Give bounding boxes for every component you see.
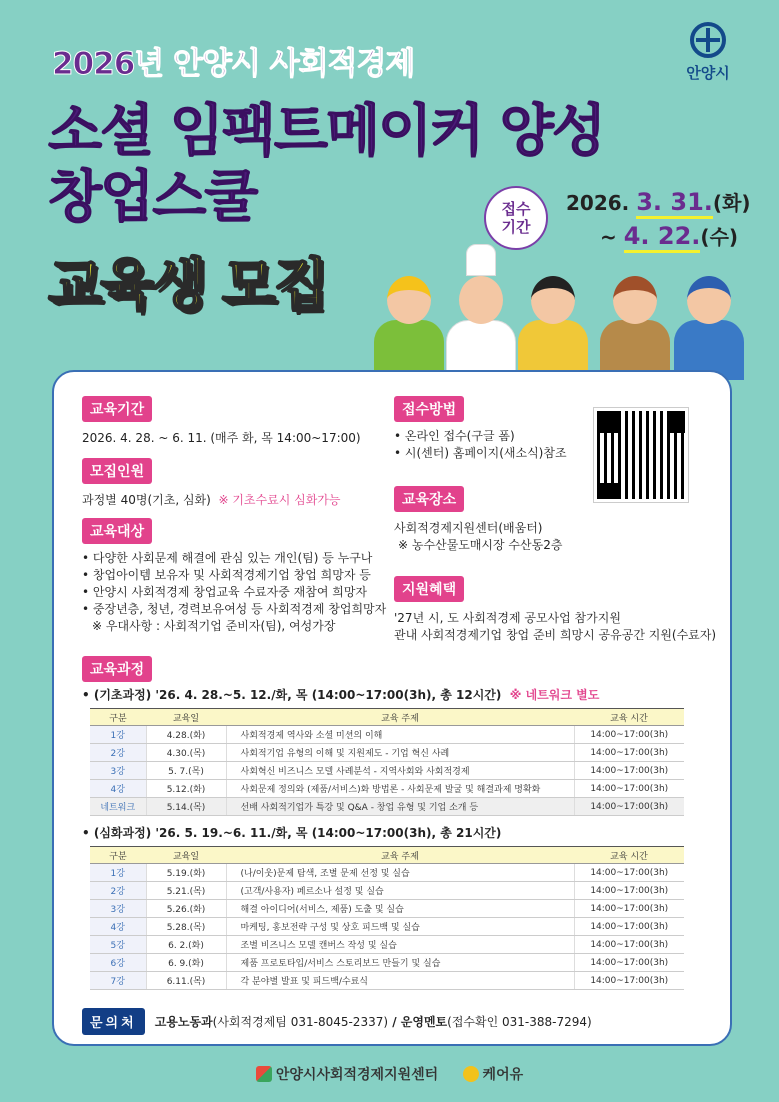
table-cell: 6. 9.(화) — [146, 954, 226, 972]
table-cell: 3강 — [90, 762, 146, 780]
workers-illustration — [368, 240, 758, 380]
table-cell: 4강 — [90, 780, 146, 798]
table-cell: 6. 2.(화) — [146, 936, 226, 954]
course-tag: 교육과정 — [82, 656, 152, 682]
basic-course-line — [82, 686, 599, 703]
list-item: • 중장년층, 청년, 경력보유여성 등 사회적경제 창업희망자 — [82, 601, 386, 618]
table-cell: 14:00~17:00(3h) — [574, 762, 684, 780]
city-emblem-icon — [690, 22, 726, 58]
table-header-row — [90, 709, 684, 726]
subtitle: 2026년 안양시 사회적경제 — [52, 46, 415, 82]
gardener-figure — [518, 276, 588, 380]
col-header: 구분 — [90, 709, 146, 726]
recruit-section — [82, 458, 340, 509]
col-header: 구분 — [90, 847, 146, 864]
table-cell: 4.30.(목) — [146, 744, 226, 762]
table-row — [90, 726, 684, 744]
edu-period-tag: 교육기간 — [82, 396, 152, 422]
title-line-2: 창업스쿨 — [48, 165, 257, 230]
title-line-3: 교육생 모집 — [48, 253, 326, 318]
period-badge: 접수 기간 — [484, 186, 548, 250]
course-section — [82, 656, 152, 682]
apply-list — [394, 428, 567, 462]
table-row — [90, 744, 684, 762]
table-cell: 선배 사회적기업가 특강 및 Q&A - 창업 유형 및 기업 소개 등 — [226, 798, 574, 816]
worker-hardhat-figure — [374, 276, 444, 380]
table-cell: 5.12.(화) — [146, 780, 226, 798]
list-item: • 온라인 접수(구글 폼) — [394, 428, 567, 445]
city-logo — [673, 22, 743, 83]
table-row — [90, 762, 684, 780]
table-cell: 14:00~17:00(3h) — [574, 972, 684, 990]
list-item: • 시(센터) 홈페이지(새소식)참조 — [394, 445, 567, 462]
contact-label: 문의처 — [82, 1008, 145, 1035]
table-cell: 2강 — [90, 882, 146, 900]
table-cell: 마케팅, 홍보전략 구성 및 상호 피드백 및 실습 — [226, 918, 574, 936]
advanced-course-line: • (심화과정) '26. 5. 19.~6. 11./화, 목 (14:00~17:00(3h), 총 21시간) — [82, 826, 502, 840]
end-day: (수) — [700, 224, 739, 249]
table-row — [90, 798, 684, 816]
place-text: 사회적경제지원센터(배움터) — [394, 521, 543, 535]
table-row — [90, 900, 684, 918]
table-row — [90, 780, 684, 798]
benefit-line-1: '27년 시, 도 사회적경제 공모사업 참가지원 — [394, 611, 621, 625]
info-card — [52, 370, 732, 1046]
table-cell: 14:00~17:00(3h) — [574, 900, 684, 918]
footer — [0, 1064, 779, 1084]
table-header-row — [90, 847, 684, 864]
table-cell: 14:00~17:00(3h) — [574, 918, 684, 936]
table-cell: 제품 프로토타입/서비스 스토리보드 만들기 및 실습 — [226, 954, 574, 972]
list-item: • 안양시 사회적경제 창업교육 수료자중 재참여 희망자 — [82, 584, 386, 601]
recruit-tag: 모집인원 — [82, 458, 152, 484]
benefit-line-2: 관내 사회적경제기업 창업 준비 희망시 공유공간 지원(수료자) — [394, 628, 717, 642]
table-cell: 6.11.(목) — [146, 972, 226, 990]
table-cell: 14:00~17:00(3h) — [574, 726, 684, 744]
careu-logo-icon — [463, 1066, 479, 1082]
table-cell: 4강 — [90, 918, 146, 936]
contact-mentor: 운영멘토 — [400, 1015, 448, 1029]
table-cell: 5.26.(화) — [146, 900, 226, 918]
target-tag: 교육대상 — [82, 518, 152, 544]
target-list — [82, 550, 386, 618]
contact-bar — [82, 1008, 592, 1035]
place-tag: 교육장소 — [394, 486, 464, 512]
table-cell: (나/이웃)문제 탐색, 조별 문제 선정 및 실습 — [226, 864, 574, 882]
table-cell: 사회혁신 비즈니스 모델 사례분석 - 지역사회와 사회적경제 — [226, 762, 574, 780]
qr-code-icon[interactable] — [594, 408, 688, 502]
end-prefix: ~ — [600, 224, 617, 249]
start-date: 3. 31. — [636, 188, 713, 219]
table-cell: 네트워크 — [90, 798, 146, 816]
table-cell: 1강 — [90, 864, 146, 882]
target-note: ※ 우대사항 : 사회적기업 준비자(팀), 여성가장 — [92, 619, 336, 633]
table-row — [90, 918, 684, 936]
blue-cap-worker-figure — [674, 276, 744, 380]
apply-tag: 접수방법 — [394, 396, 464, 422]
table-row — [90, 972, 684, 990]
table-row — [90, 936, 684, 954]
edu-period-text: 2026. 4. 28. ~ 6. 11. (매주 화, 목 14:00~17:00) — [82, 431, 361, 445]
table-cell: 4.28.(화) — [146, 726, 226, 744]
footer-org-2: 케어유 — [482, 1067, 524, 1083]
table-cell: 14:00~17:00(3h) — [574, 780, 684, 798]
end-date: 4. 22. — [624, 222, 701, 253]
table-row — [90, 954, 684, 972]
list-item: • 창업아이템 보유자 및 사회적경제기업 창업 희망자 등 — [82, 567, 386, 584]
table-cell: 2강 — [90, 744, 146, 762]
place-section — [394, 486, 562, 554]
contact-mentor-phone: (접수확인 031-388-7294) — [447, 1015, 592, 1029]
table-cell: 14:00~17:00(3h) — [574, 798, 684, 816]
table-cell: 조별 비즈니스 모델 캔버스 작성 및 실습 — [226, 936, 574, 954]
list-item: • 다양한 사회문제 해결에 관심 있는 개인(팀) 등 누구나 — [82, 550, 386, 567]
start-day: (화) — [712, 191, 751, 215]
col-header: 교육 시간 — [574, 709, 684, 726]
recruit-text: 과정별 40명(기초, 심화) — [82, 493, 211, 507]
apply-section — [394, 396, 567, 462]
table-cell: 각 분야별 발표 및 피드백/수료식 — [226, 972, 574, 990]
col-header: 교육일 — [146, 709, 226, 726]
table-cell: 5.21.(목) — [146, 882, 226, 900]
table-cell: 3강 — [90, 900, 146, 918]
basic-course-table — [90, 708, 684, 816]
start-year: 2026. — [566, 191, 630, 215]
table-cell: 5. 7.(목) — [146, 762, 226, 780]
table-cell: 사회적경제 역사와 소셜 미션의 이해 — [226, 726, 574, 744]
table-cell: 14:00~17:00(3h) — [574, 864, 684, 882]
table-cell: 1강 — [90, 726, 146, 744]
place-note: ※ 농수산물도매시장 수산동2층 — [398, 538, 563, 552]
table-row — [90, 882, 684, 900]
col-header: 교육 주제 — [226, 847, 574, 864]
contact-info — [155, 1013, 592, 1030]
col-header: 교육일 — [146, 847, 226, 864]
center-logo-icon — [256, 1066, 272, 1082]
edu-period-section — [82, 396, 361, 447]
table-cell: 5.28.(목) — [146, 918, 226, 936]
target-section — [82, 518, 386, 635]
table-cell: 6강 — [90, 954, 146, 972]
table-cell: 5.14.(목) — [146, 798, 226, 816]
title-line-1: 소셜 임팩트메이커 양성 — [48, 99, 604, 164]
table-cell: 5강 — [90, 936, 146, 954]
table-cell: 14:00~17:00(3h) — [574, 744, 684, 762]
table-cell: 해결 아이디어(서비스, 제품) 도출 및 실습 — [226, 900, 574, 918]
basic-course-text: • (기초과정) '26. 4. 28.~5. 12./화, 목 (14:00~17:00(3h), 총 12시간) — [82, 688, 502, 702]
col-header: 교육 시간 — [574, 847, 684, 864]
table-cell: 5.19.(화) — [146, 864, 226, 882]
recruit-note: ※ 기초수료시 심화가능 — [218, 493, 341, 507]
benefit-section — [394, 576, 716, 644]
city-logo-text: 안양시 — [686, 64, 730, 82]
plant-worker-figure — [600, 276, 670, 380]
table-row — [90, 864, 684, 882]
chef-figure — [446, 244, 516, 380]
advanced-course-table — [90, 846, 684, 990]
table-cell: 14:00~17:00(3h) — [574, 936, 684, 954]
benefit-tag: 지원혜택 — [394, 576, 464, 602]
table-cell: 사회적기업 유형의 이해 및 지원제도 - 기업 혁신 사례 — [226, 744, 574, 762]
col-header: 교육 주제 — [226, 709, 574, 726]
footer-org-1: 안양시사회적경제지원센터 — [275, 1067, 439, 1083]
table-cell: 사회문제 정의와 (제품/서비스)화 방법론 - 사회문제 발굴 및 해결과제 명확화 — [226, 780, 574, 798]
basic-course-note: ※ 네트워크 별도 — [509, 688, 600, 702]
contact-dept: 고용노동과 — [154, 1015, 213, 1029]
contact-dept-phone: (사회적경제팀 031-8045-2337) — [212, 1015, 389, 1029]
contact-sep: / — [388, 1015, 401, 1029]
table-cell: 14:00~17:00(3h) — [574, 882, 684, 900]
table-cell: (고객/사용자) 페르소나 설정 및 실습 — [226, 882, 574, 900]
table-cell: 7강 — [90, 972, 146, 990]
table-cell: 14:00~17:00(3h) — [574, 954, 684, 972]
